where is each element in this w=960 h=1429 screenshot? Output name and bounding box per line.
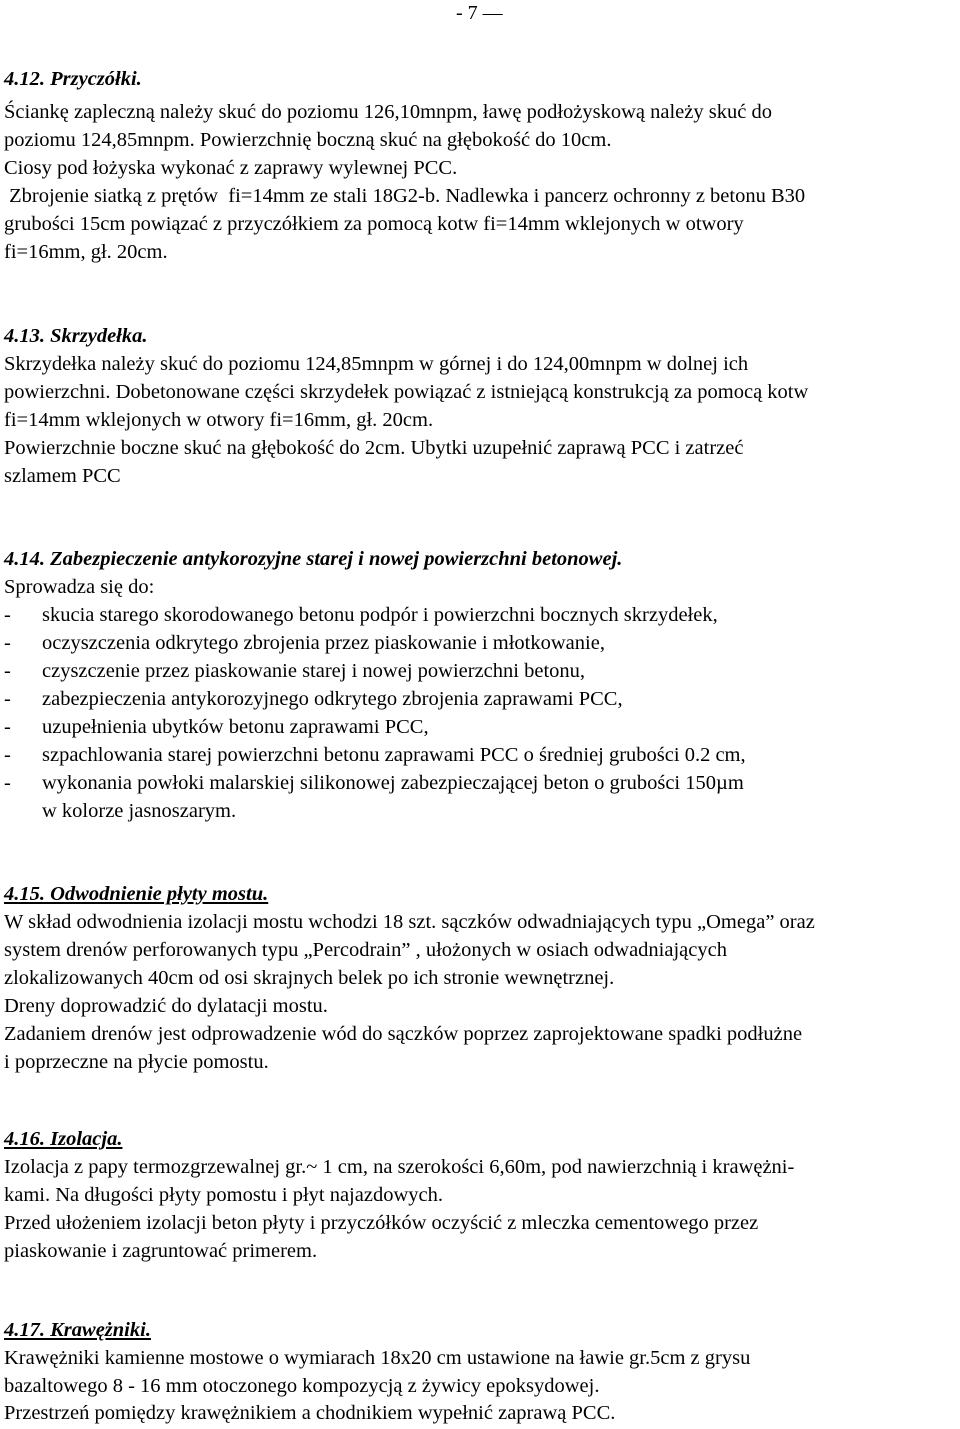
paragraph-line: W skład odwodnienia izolacji mostu wchodzi 18 szt. sączków odwadniających typu „Omega” oraz bbox=[4, 911, 815, 933]
paragraph-line: Zadaniem drenów jest odprowadzenie wód do sączków poprzez zaprojektowane spadki podłużne bbox=[4, 1023, 803, 1045]
list-dash: - bbox=[4, 716, 11, 738]
list-item: czyszczenie przez piaskowanie starej i nowej powierzchni betonu, bbox=[42, 660, 586, 682]
paragraph-line: powierzchni. Dobetonowane części skrzydełek powiązać z istniejącą konstrukcją za pomocą kotw bbox=[4, 381, 809, 403]
paragraph-line: Przed ułożeniem izolacji beton płyty i przyczółków oczyścić z mleczka cementowego przez bbox=[4, 1212, 759, 1234]
paragraph-line: grubości 15cm powiązać z przyczółkiem za pomocą kotw fi=14mm wklejonych w otwory bbox=[4, 213, 744, 235]
list-dash: - bbox=[4, 772, 11, 794]
list-item: oczyszczenia odkrytego zbrojenia przez piaskowanie i młotkowanie, bbox=[42, 632, 605, 654]
paragraph-line: i poprzeczne na płycie pomostu. bbox=[4, 1051, 269, 1073]
list-dash: - bbox=[4, 660, 11, 682]
paragraph-line: poziomu 124,85mnpm. Powierzchnię boczną skuć na głębokość do 10cm. bbox=[4, 129, 612, 151]
paragraph-line: zlokalizowanych 40cm od osi skrajnych belek po ich stronie wewnętrznej. bbox=[4, 967, 615, 989]
list-item-continuation: w kolorze jasnoszarym. bbox=[42, 800, 237, 822]
section-heading: 4.16. Izolacja. bbox=[4, 1128, 123, 1150]
paragraph-line: Ciosy pod łożyska wykonać z zaprawy wylewnej PCC. bbox=[4, 157, 458, 179]
list-dash: - bbox=[4, 632, 11, 654]
section-heading: 4.12. Przyczółki. bbox=[4, 68, 142, 90]
list-dash: - bbox=[4, 604, 11, 626]
paragraph-line: Krawężniki kamienne mostowe o wymiarach 18x20 cm ustawione na ławie gr.5cm z grysu bbox=[4, 1347, 751, 1369]
paragraph-line: szlamem PCC bbox=[4, 465, 121, 487]
list-item: uzupełnienia ubytków betonu zaprawami PCC, bbox=[42, 716, 429, 738]
paragraph-line: bazaltowego 8 - 16 mm otoczonego kompozycją z żywicy epoksydowej. bbox=[4, 1375, 600, 1397]
paragraph-line: fi=16mm, gł. 20cm. bbox=[4, 241, 168, 263]
paragraph-line: Zbrojenie siatką z prętów fi=14mm ze stali 18G2-b. Nadlewka i pancerz ochronny z betonu B30 bbox=[4, 185, 806, 207]
paragraph-line: Dreny doprowadzić do dylatacji mostu. bbox=[4, 995, 328, 1017]
paragraph-line: Powierzchnie boczne skuć na głębokość do 2cm. Ubytki uzupełnić zaprawą PCC i zatrzeć bbox=[4, 437, 744, 459]
paragraph-line: kami. Na długości płyty pomostu i płyt najazdowych. bbox=[4, 1184, 443, 1206]
list-intro: Sprowadza się do: bbox=[4, 576, 155, 598]
paragraph-line: piaskowanie i zagruntować primerem. bbox=[4, 1240, 318, 1262]
paragraph-line: Przestrzeń pomiędzy krawężnikiem a chodnikiem wypełnić zaprawą PCC. bbox=[4, 1402, 616, 1424]
section-heading: 4.15. Odwodnienie płyty mostu. bbox=[4, 883, 269, 905]
list-item: szpachlowania starej powierzchni betonu zaprawami PCC o średniej grubości 0.2 cm, bbox=[42, 744, 746, 766]
section-heading: 4.17. Krawężniki. bbox=[4, 1319, 151, 1341]
paragraph-line: Skrzydełka należy skuć do poziomu 124,85mnpm w górnej i do 124,00mnpm w dolnej ich bbox=[4, 353, 749, 375]
paragraph-line: system drenów perforowanych typu „Percodrain” , ułożonych w osiach odwadniających bbox=[4, 939, 727, 961]
paragraph-line: Ściankę zapleczną należy skuć do poziomu 126,10mnpm, ławę podłożyskową należy skuć do bbox=[4, 101, 772, 123]
section-heading: 4.14. Zabezpieczenie antykorozyjne starej i nowej powierzchni betonowej. bbox=[4, 548, 623, 570]
list-dash: - bbox=[4, 744, 11, 766]
section-heading: 4.13. Skrzydełka. bbox=[4, 325, 148, 347]
list-item: skucia starego skorodowanego betonu podpór i powierzchni bocznych skrzydełek, bbox=[42, 604, 718, 626]
list-item: wykonania powłoki malarskiej silikonowej zabezpieczającej beton o grubości 150µm bbox=[42, 772, 744, 794]
paragraph-line: fi=14mm wklejonych w otwory fi=16mm, gł. 20cm. bbox=[4, 409, 434, 431]
list-item: zabezpieczenia antykorozyjnego odkrytego zbrojenia zaprawami PCC, bbox=[42, 688, 623, 710]
list-dash: - bbox=[4, 688, 11, 710]
page-number: - 7 — bbox=[456, 2, 503, 24]
paragraph-line: Izolacja z papy termozgrzewalnej gr.~ 1 cm, na szerokości 6,60m, pod nawierzchnią i krawężni- bbox=[4, 1156, 795, 1178]
